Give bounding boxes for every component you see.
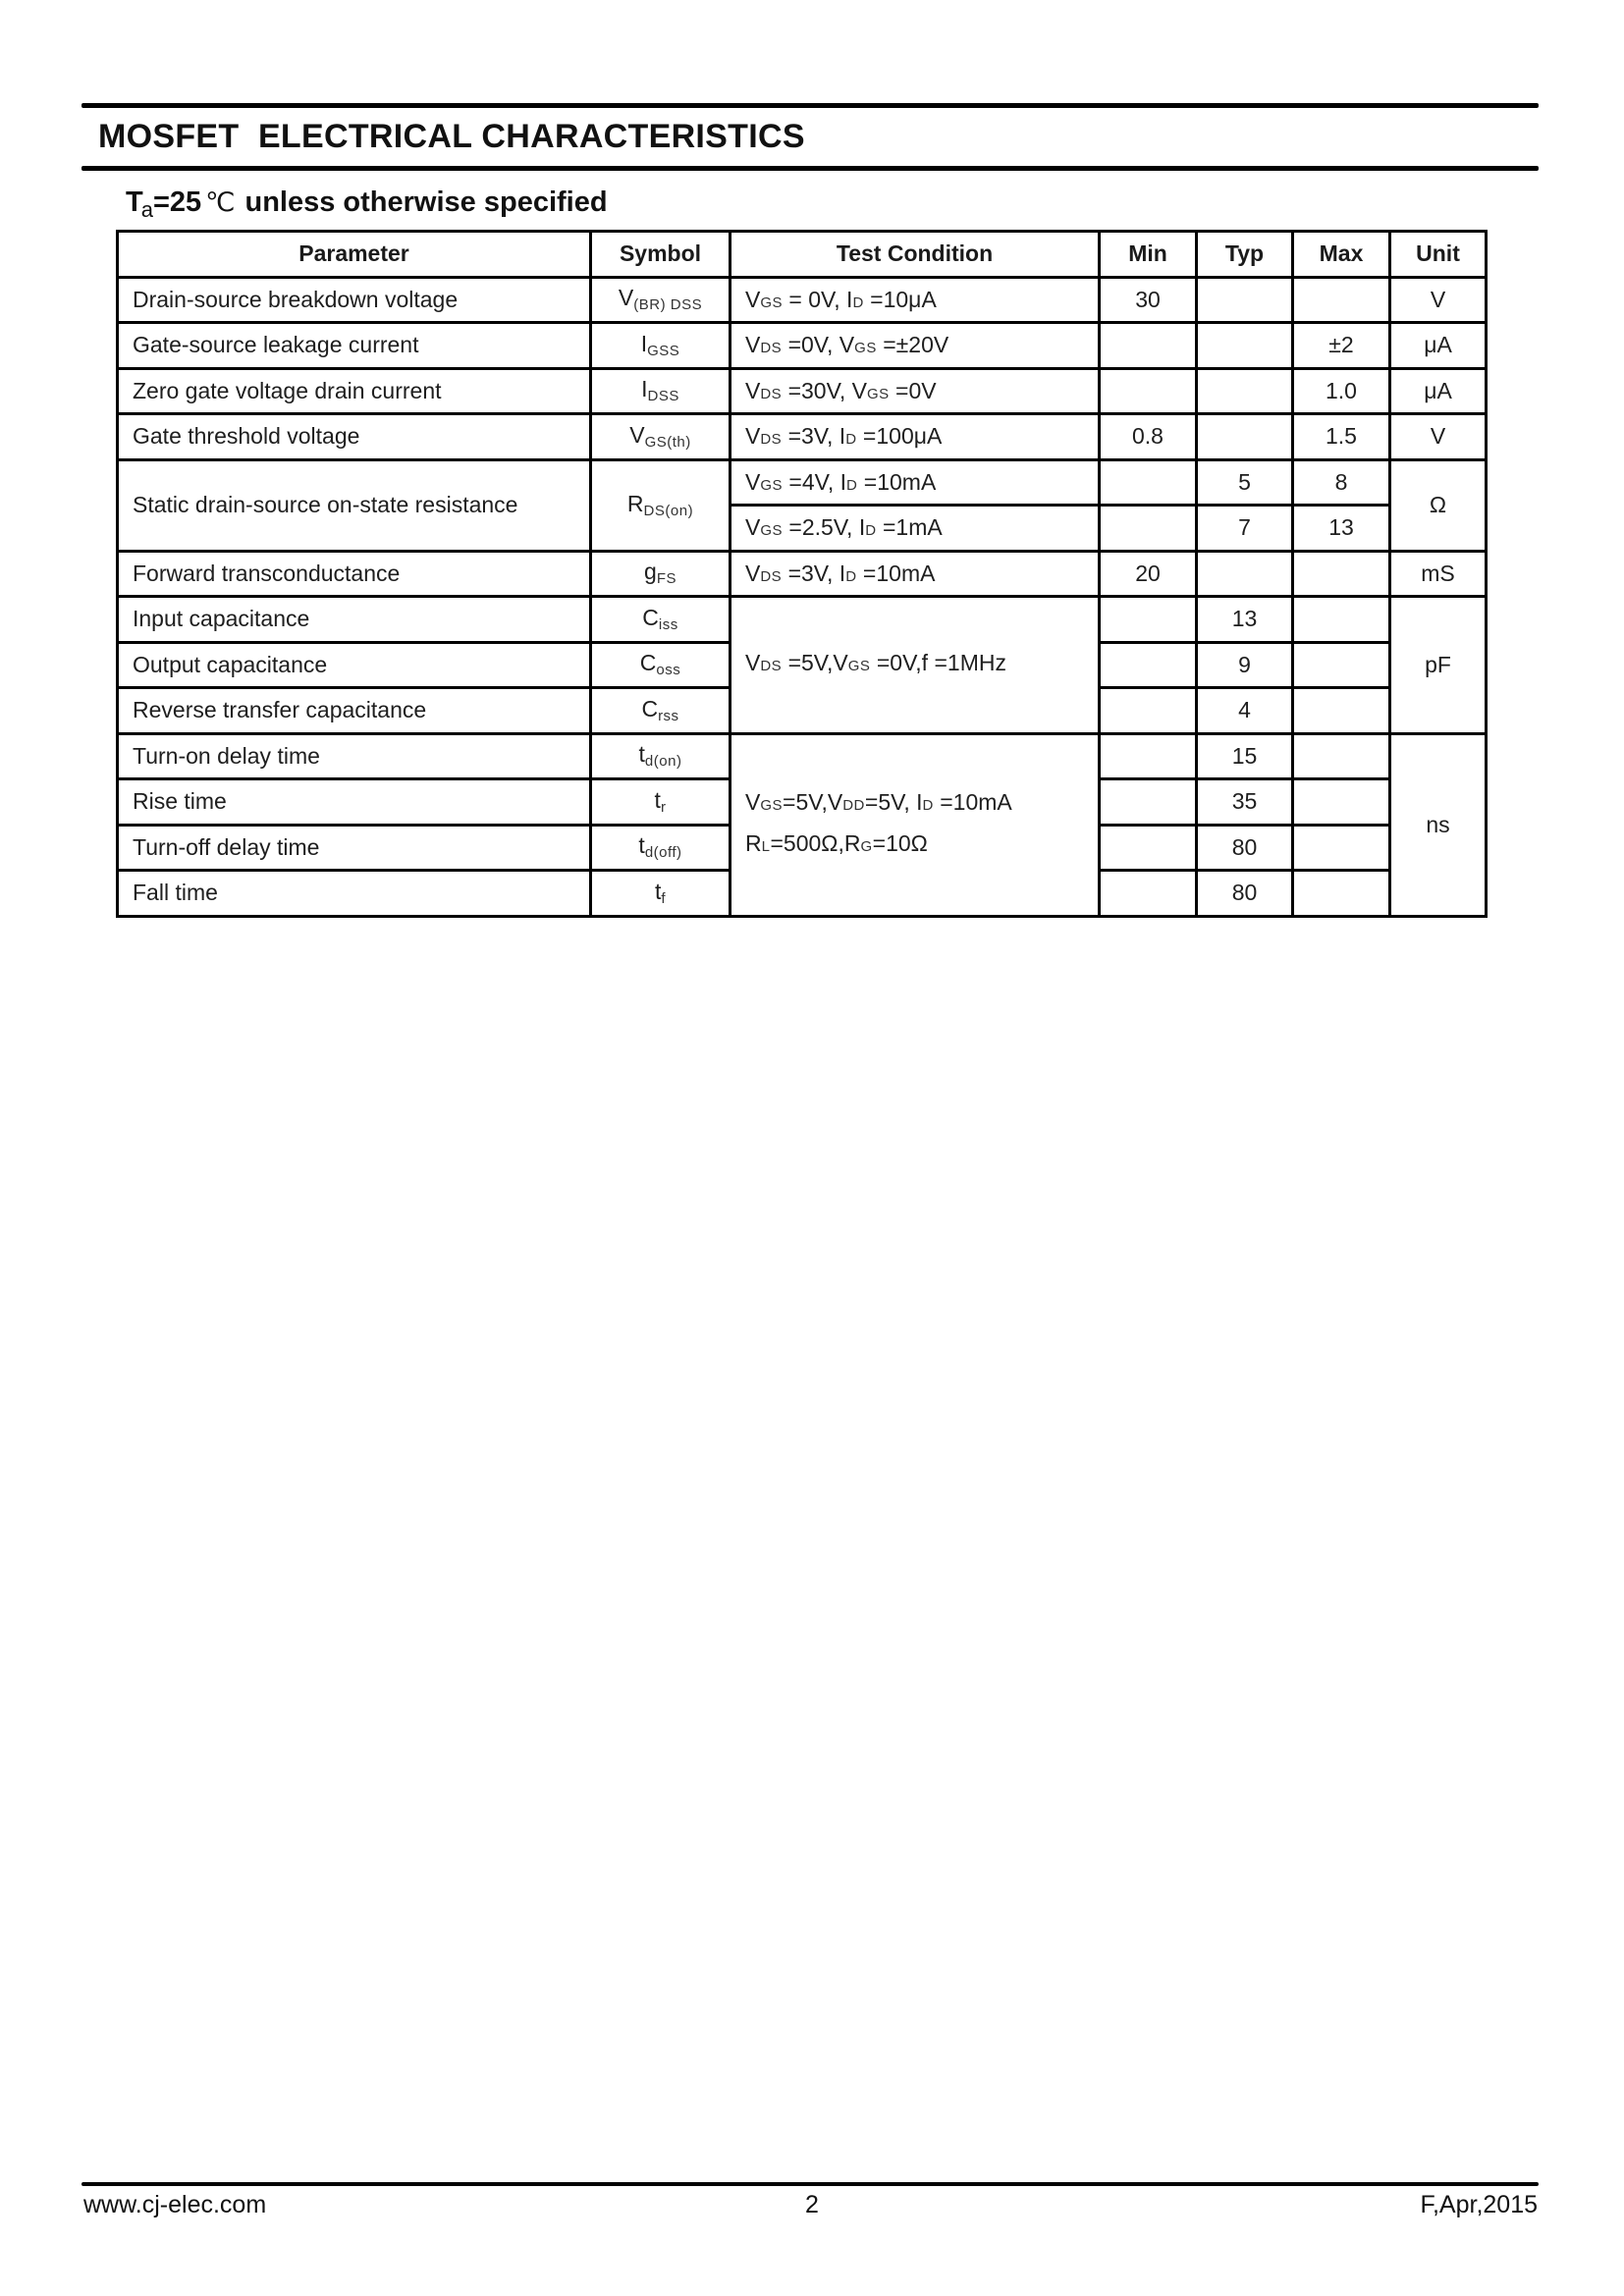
max-cell: [1293, 277, 1390, 323]
header-test-condition: Test Condition: [731, 232, 1100, 278]
parameter-cell: Reverse transfer capacitance: [118, 688, 591, 734]
unit-cell: μA: [1390, 323, 1487, 369]
min-cell: [1100, 506, 1197, 552]
subscript-text: DD: [842, 797, 865, 814]
min-cell: [1100, 642, 1197, 688]
subscript-text: DS: [760, 340, 783, 357]
subscript-text: L: [761, 838, 771, 855]
max-cell: 8: [1293, 459, 1390, 506]
max-cell: [1293, 871, 1390, 917]
footer-website: www.cj-elec.com: [83, 2191, 267, 2218]
min-cell: 0.8: [1100, 414, 1197, 460]
symbol-cell: [591, 825, 731, 871]
main-text: =3V, I: [782, 423, 846, 450]
subscript-text: GS: [760, 522, 784, 540]
symbol-cell: [591, 779, 731, 826]
subscript-text: oss: [656, 662, 681, 679]
main-text: V: [745, 560, 761, 586]
main-text: R: [745, 830, 762, 856]
test-condition-cell: [731, 368, 1100, 414]
main-text: V: [629, 421, 645, 448]
table-row: [118, 597, 1487, 643]
subscript-text: DS: [760, 385, 783, 402]
subscript-text: f: [661, 889, 667, 907]
min-cell: [1100, 733, 1197, 779]
max-cell: [1293, 733, 1390, 779]
header-min: Min: [1100, 232, 1197, 278]
subscript-text: GSS: [647, 342, 680, 359]
main-text: =10Ω: [872, 830, 928, 856]
subscript-text: iss: [658, 615, 678, 633]
min-cell: [1100, 871, 1197, 917]
typ-cell: 4: [1197, 688, 1293, 734]
symbol-cell: [591, 688, 731, 734]
max-cell: [1293, 551, 1390, 597]
parameter-cell: Zero gate voltage drain current: [118, 368, 591, 414]
subscript-text: rss: [658, 707, 679, 724]
celsius-unit: ℃: [205, 187, 236, 217]
main-text: t: [654, 878, 662, 904]
symbol-cell: [591, 414, 731, 460]
subscript-text: D: [845, 567, 857, 585]
footer-revision: F,Apr,2015: [1420, 2191, 1538, 2218]
subscript-text: G: [860, 838, 873, 855]
footer-rule: [81, 2182, 1539, 2186]
temperature-condition: [126, 187, 608, 223]
main-text: V: [745, 377, 761, 403]
max-cell: 1.5: [1293, 414, 1390, 460]
subscript-text: DS: [760, 431, 783, 449]
symbol-cell: [591, 323, 731, 369]
test-condition-cell: [731, 414, 1100, 460]
min-cell: [1100, 688, 1197, 734]
subscript-text: DS: [760, 567, 783, 585]
temp-symbol-subscript: a: [140, 197, 153, 222]
subscript-text: GS: [760, 294, 784, 311]
max-cell: ±2: [1293, 323, 1390, 369]
parameter-cell: Turn-on delay time: [118, 733, 591, 779]
main-text: = 0V, I: [783, 286, 853, 312]
parameter-cell: Gate-source leakage current: [118, 323, 591, 369]
parameter-cell: Rise time: [118, 779, 591, 826]
test-condition-cell: [731, 277, 1100, 323]
condition-line: [745, 644, 1098, 685]
table-row: [118, 277, 1487, 323]
subscript-text: DSS: [647, 388, 679, 405]
max-cell: [1293, 688, 1390, 734]
subscript-text: d(off): [644, 844, 682, 862]
unit-cell: μA: [1390, 368, 1487, 414]
symbol-cell: [591, 551, 731, 597]
subscript-text: D: [846, 476, 858, 494]
subscript-text: d(on): [644, 753, 682, 771]
main-text: =0V,f =1MHz: [870, 650, 1006, 676]
main-text: C: [642, 604, 659, 630]
unit-cell: mS: [1390, 551, 1487, 597]
max-cell: [1293, 825, 1390, 871]
main-text: V: [745, 332, 761, 358]
temp-symbol: T: [126, 187, 143, 218]
main-text: I: [641, 376, 648, 402]
header-top-rule: [81, 103, 1539, 108]
min-cell: [1100, 597, 1197, 643]
main-text: =5V,V: [782, 650, 848, 676]
main-text: V: [745, 650, 761, 676]
unit-cell: Ω: [1390, 459, 1487, 551]
subscript-text: D: [852, 294, 864, 311]
test-condition-cell: [731, 551, 1100, 597]
main-text: t: [638, 832, 645, 859]
parameter-cell: Gate threshold voltage: [118, 414, 591, 460]
table-row: [118, 368, 1487, 414]
test-condition-cell: [731, 597, 1100, 734]
max-cell: [1293, 642, 1390, 688]
min-cell: 20: [1100, 551, 1197, 597]
electrical-characteristics-table: [116, 230, 1488, 918]
typ-cell: [1197, 551, 1293, 597]
main-text: =10mA: [856, 560, 936, 586]
typ-cell: 5: [1197, 459, 1293, 506]
main-text: t: [654, 786, 661, 813]
table-row: [118, 414, 1487, 460]
max-cell: 1.0: [1293, 368, 1390, 414]
parameter-cell: Static drain-source on-state resistance: [118, 459, 591, 551]
main-text: V: [618, 285, 634, 311]
subscript-text: GS: [847, 658, 871, 675]
subscript-text: GS: [760, 797, 784, 814]
main-text: =1mA: [876, 514, 943, 541]
main-text: I: [640, 330, 648, 356]
main-text: =4V, I: [783, 468, 847, 495]
min-cell: [1100, 323, 1197, 369]
unit-cell: V: [1390, 277, 1487, 323]
main-text: V: [745, 514, 761, 541]
symbol-cell: [591, 871, 731, 917]
main-text: =500Ω,R: [770, 830, 861, 856]
main-text: =2.5V, I: [783, 514, 866, 541]
symbol-cell: [591, 733, 731, 779]
unit-cell: ns: [1390, 733, 1487, 916]
table-row: [118, 733, 1487, 779]
typ-cell: [1197, 323, 1293, 369]
test-condition-cell: [731, 733, 1100, 916]
symbol-cell: [591, 277, 731, 323]
main-text: =30V, V: [782, 377, 867, 403]
main-text: C: [641, 695, 659, 721]
subscript-text: D: [922, 797, 934, 814]
header-max: Max: [1293, 232, 1390, 278]
max-cell: 13: [1293, 506, 1390, 552]
main-text: t: [638, 741, 645, 768]
main-text: =5V,V: [783, 789, 843, 815]
header-symbol: Symbol: [591, 232, 731, 278]
subscript-text: r: [660, 798, 667, 816]
main-text: V: [745, 789, 761, 815]
symbol-cell: [591, 597, 731, 643]
min-cell: 30: [1100, 277, 1197, 323]
min-cell: [1100, 368, 1197, 414]
parameter-cell: Drain-source breakdown voltage: [118, 277, 591, 323]
header-bottom-rule: [81, 166, 1539, 171]
typ-cell: 80: [1197, 871, 1293, 917]
main-text: g: [644, 559, 657, 585]
table-row: [118, 323, 1487, 369]
typ-cell: [1197, 277, 1293, 323]
page-number: 2: [805, 2191, 819, 2218]
max-cell: [1293, 597, 1390, 643]
main-text: =5V, I: [864, 789, 923, 815]
typ-cell: 15: [1197, 733, 1293, 779]
section-title: MOSFET ELECTRICAL CHARACTERISTICS: [98, 118, 805, 155]
subscript-text: GS(th): [644, 433, 691, 451]
main-text: =10mA: [933, 789, 1012, 815]
main-text: =10μA: [863, 286, 937, 312]
subscript-text: GS: [760, 476, 784, 494]
main-text: V: [745, 468, 761, 495]
unit-cell: pF: [1390, 597, 1487, 734]
symbol-cell: [591, 368, 731, 414]
table-header-row: [118, 232, 1487, 278]
min-cell: [1100, 779, 1197, 826]
temp-value: =25: [152, 187, 202, 218]
main-text: V: [745, 286, 761, 312]
main-text: =10mA: [857, 468, 937, 495]
main-text: =100μA: [856, 423, 943, 450]
typ-cell: 80: [1197, 825, 1293, 871]
condition-text: unless otherwise specified: [244, 187, 608, 218]
condition-line: [745, 825, 1098, 866]
typ-cell: [1197, 414, 1293, 460]
parameter-cell: Output capacitance: [118, 642, 591, 688]
header-typ: Typ: [1197, 232, 1293, 278]
subscript-text: DS(on): [643, 502, 694, 519]
footer-page-number-wrap: [0, 2191, 1624, 2219]
test-condition-cell: [731, 459, 1100, 506]
subscript-text: DS: [760, 658, 783, 675]
test-condition-cell: [731, 506, 1100, 552]
subscript-text: (BR) DSS: [633, 296, 703, 314]
typ-cell: [1197, 368, 1293, 414]
parameter-cell: Forward transconductance: [118, 551, 591, 597]
typ-cell: 13: [1197, 597, 1293, 643]
subscript-text: D: [845, 431, 857, 449]
typ-cell: 7: [1197, 506, 1293, 552]
main-text: =0V, V: [782, 332, 855, 358]
main-text: R: [626, 490, 644, 516]
min-cell: [1100, 459, 1197, 506]
parameter-cell: Input capacitance: [118, 597, 591, 643]
subscript-text: D: [865, 522, 877, 540]
main-text: =3V, I: [782, 560, 846, 586]
header-parameter: Parameter: [118, 232, 591, 278]
max-cell: [1293, 779, 1390, 826]
unit-cell: V: [1390, 414, 1487, 460]
header-unit: Unit: [1390, 232, 1487, 278]
symbol-cell: [591, 459, 731, 551]
typ-cell: 35: [1197, 779, 1293, 826]
main-text: V: [745, 423, 761, 450]
table-row: [118, 551, 1487, 597]
main-text: C: [639, 650, 657, 676]
min-cell: [1100, 825, 1197, 871]
subscript-text: GS: [866, 385, 890, 402]
parameter-cell: Turn-off delay time: [118, 825, 591, 871]
typ-cell: 9: [1197, 642, 1293, 688]
parameter-cell: Fall time: [118, 871, 591, 917]
main-text: =±20V: [876, 332, 949, 358]
subscript-text: FS: [656, 570, 677, 588]
main-text: =0V: [889, 377, 937, 403]
table-row: [118, 459, 1487, 506]
condition-line: [745, 783, 1098, 825]
subscript-text: GS: [854, 340, 877, 357]
test-condition-cell: [731, 323, 1100, 369]
symbol-cell: [591, 642, 731, 688]
